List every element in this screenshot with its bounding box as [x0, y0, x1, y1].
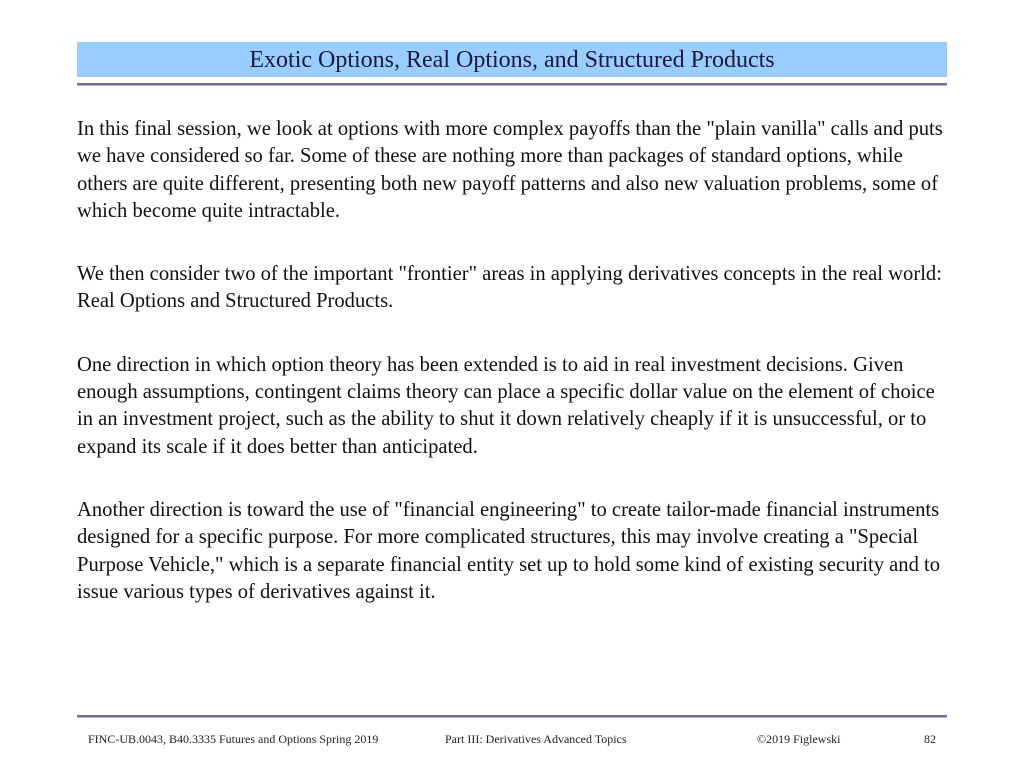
slide-body [77, 116, 952, 642]
title-divider [77, 83, 947, 86]
slide-title: Exotic Options, Real Options, and Structured Products [77, 42, 947, 77]
footer-page-number: 82 [924, 732, 936, 746]
footer-divider [77, 715, 947, 718]
footer-copyright: ©2019 Figlewski [757, 732, 841, 746]
paragraph-real-options: One direction in which option theory has been extended is to aid in real investment decisions. Given enough assumptions, contingent claims theory can place a specific dollar value on the element of choice in an investment project, such as the ability to shut it down relatively cheaply if it is unsuccessful, or to expand its scale if it does better than anticipated. [77, 353, 935, 458]
paragraph-intro: In this final session, we look at options with more complex payoffs than the "plain vanilla" calls and puts we have considered so far. Some of these are nothing more than packages of standard options, while others are quite different, presenting both new payoff patterns and also new valuation problems, some of which become quite intractable. [77, 118, 943, 222]
paragraph-structured-products: Another direction is toward the use of "financial engineering" to create tailor-made financial instruments designed for a specific purpose. For more complicated structures, this may involve creating a "Special Purpose Vehicle," which is a separate financial entity set up to hold some kind of existing security and to issue various types of derivatives against it. [77, 498, 941, 603]
footer-part: Part III: Derivatives Advanced Topics [445, 732, 627, 746]
paragraph-frontier: We then consider two of the important "frontier" areas in applying derivatives concepts in the real world: Real Options and Structured Products. [77, 263, 942, 313]
footer-course: FINC-UB.0043, B40.3335 Futures and Options Spring 2019 [88, 732, 379, 746]
